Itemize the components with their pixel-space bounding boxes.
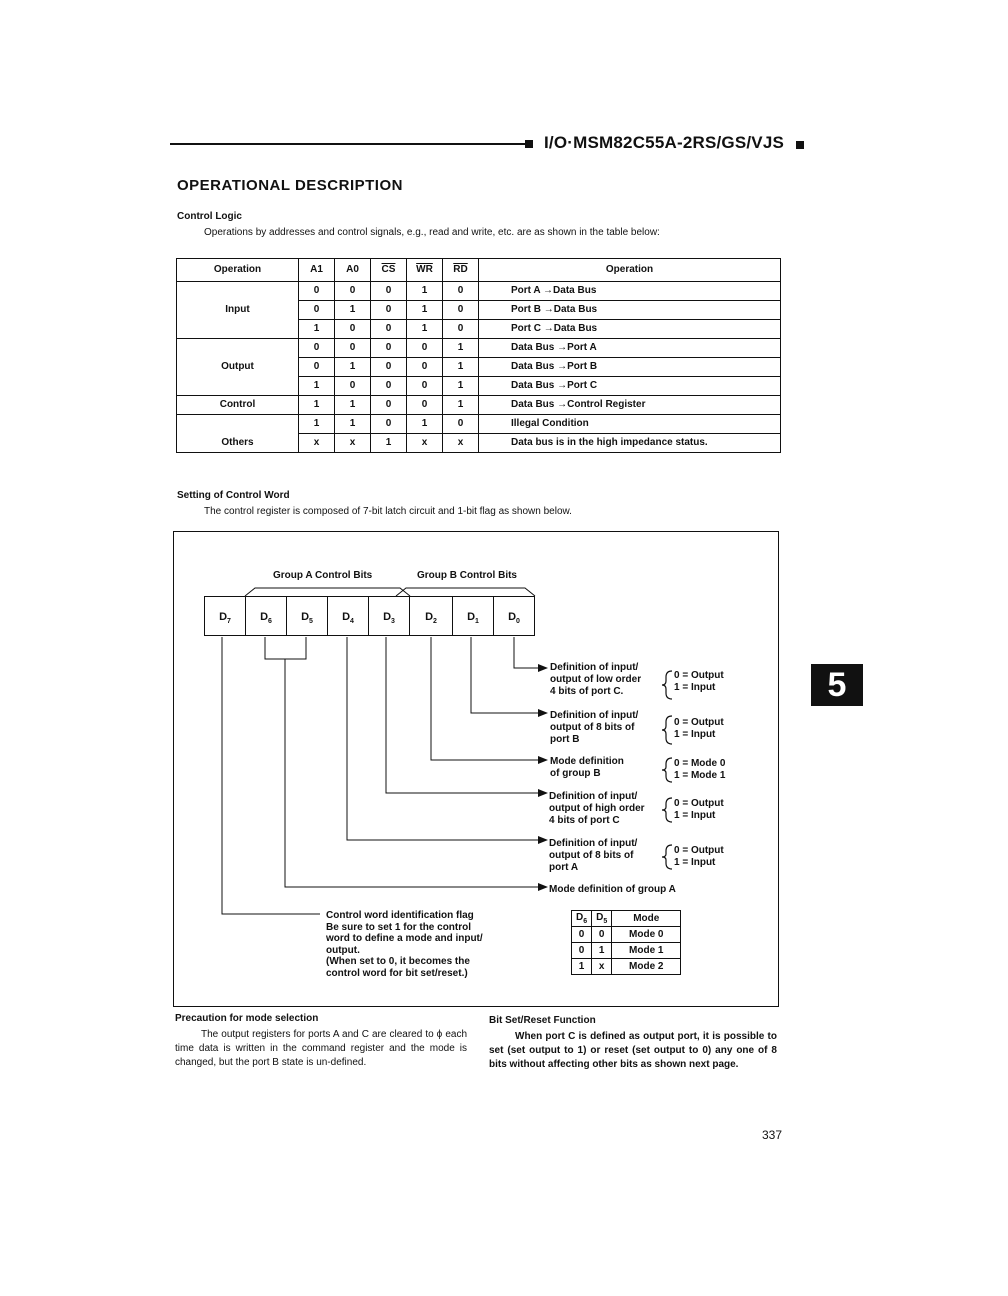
- table-cell: Port B →Data Bus: [479, 301, 781, 320]
- header-cell: Operation: [479, 259, 781, 282]
- control-logic-heading: Control Logic: [177, 211, 242, 222]
- table-row: [572, 927, 681, 943]
- table-cell: 1: [299, 377, 335, 396]
- table-cell: 0: [407, 339, 443, 358]
- table-cell: 0: [299, 301, 335, 320]
- table-cell: Mode 1: [612, 943, 681, 959]
- table-cell: 0: [335, 377, 371, 396]
- table-cell: 1: [335, 358, 371, 377]
- table-cell: Mode 0: [612, 927, 681, 943]
- bit-d2: $D_2$: [409, 596, 453, 636]
- section-tab: 5: [811, 664, 863, 706]
- bit-d3: $D_3$: [368, 596, 410, 636]
- table-cell: 0: [371, 415, 407, 434]
- table-cell: 1: [407, 282, 443, 301]
- table-cell: 1: [407, 301, 443, 320]
- bit-set-text: When port C is defined as output port, it is possible to set (set output to 1) or reset (set output to 0) any one of 8 bits without affecting other bits as shown next page.: [489, 1031, 777, 1070]
- header-cell: $\overline{WR}$: [407, 259, 443, 282]
- table-row: [572, 959, 681, 975]
- table-cell: 1: [299, 396, 335, 415]
- def-port-b: Definition of input/ output of 8 bits of port B: [550, 710, 639, 745]
- table-cell: 0: [407, 358, 443, 377]
- header-cell: Operation: [177, 259, 299, 282]
- table-cell: Port A →Data Bus: [479, 282, 781, 301]
- table-cell: 0: [371, 301, 407, 320]
- table-cell: Port C →Data Bus: [479, 320, 781, 339]
- table-cell: x: [407, 434, 443, 453]
- table-cell: 1: [335, 415, 371, 434]
- table-cell: 0: [443, 415, 479, 434]
- table-cell: 0: [299, 339, 335, 358]
- table-row: [572, 911, 681, 927]
- table-cell: 0: [443, 282, 479, 301]
- table-cell: Data Bus →Port C: [479, 377, 781, 396]
- section-title: OPERATIONAL DESCRIPTION: [177, 177, 403, 194]
- table-cell: x: [443, 434, 479, 453]
- table-cell: 0: [371, 339, 407, 358]
- def-group-b-mode-options: 0 = Mode 0 1 = Mode 1: [674, 758, 726, 781]
- table-cell: 0: [443, 301, 479, 320]
- bit-d4: $D_4$: [327, 596, 369, 636]
- header-cell: A1: [299, 259, 335, 282]
- def-port-c-high-options: 0 = Output 1 = Input: [674, 798, 724, 821]
- table-cell: 1: [572, 959, 592, 975]
- header-cell: $\overline{CS}$: [371, 259, 407, 282]
- table-cell: 0: [335, 282, 371, 301]
- table-cell: 1: [443, 339, 479, 358]
- mode-table: [571, 910, 681, 975]
- table-cell: x: [299, 434, 335, 453]
- flag-description: Control word identification flag Be sure to set 1 for the control word to define a mode and input/ output. (When set to 0, it becomes the control word for bit set/reset.): [326, 910, 483, 979]
- table-cell: 1: [371, 434, 407, 453]
- def-port-b-options: 0 = Output 1 = Input: [674, 717, 724, 740]
- group-cell: Control: [177, 396, 299, 415]
- bit-d1: $D_1$: [452, 596, 494, 636]
- table-cell: 0: [371, 377, 407, 396]
- group-cell: Output: [177, 339, 299, 396]
- table-cell: 1: [335, 396, 371, 415]
- table-cell: 0: [592, 927, 612, 943]
- table-cell: 1: [443, 358, 479, 377]
- bit-d0: $D_0$: [493, 596, 535, 636]
- table-cell: 1: [592, 943, 612, 959]
- def-group-b-mode: Mode definition of group B: [550, 756, 624, 779]
- table-cell: 1: [299, 320, 335, 339]
- table-cell: 0: [299, 282, 335, 301]
- table-cell: 0: [371, 282, 407, 301]
- bit-d6: $D_6$: [245, 596, 287, 636]
- table-cell: 0: [407, 396, 443, 415]
- table-cell: 0: [299, 358, 335, 377]
- table-cell: Data bus is in the high impedance status.: [479, 434, 781, 453]
- bit-d7: $D_7$: [204, 596, 246, 636]
- table-cell: 0: [443, 320, 479, 339]
- def-group-a-mode: Mode definition of group A: [549, 884, 676, 895]
- table-cell: 1: [407, 415, 443, 434]
- bit-d5: $D_5$: [286, 596, 328, 636]
- group-b-label: Group B Control Bits: [417, 570, 517, 581]
- group-a-label: Group A Control Bits: [273, 570, 373, 581]
- page-number: 337: [762, 1128, 783, 1142]
- def-port-c-high: Definition of input/ output of high order 4 bits of port C: [549, 791, 645, 826]
- header-cell: $D_5$: [592, 911, 612, 927]
- table-cell: 0: [335, 320, 371, 339]
- table-cell: Mode 2: [612, 959, 681, 975]
- table-row: [572, 943, 681, 959]
- table-cell: 1: [299, 415, 335, 434]
- table-cell: Data Bus →Port B: [479, 358, 781, 377]
- control-word-intro: The control register is composed of 7-bit latch circuit and 1-bit flag as shown below.: [204, 506, 572, 517]
- header-cell: $\overline{RD}$: [443, 259, 479, 282]
- table-cell: 0: [371, 396, 407, 415]
- table-cell: x: [335, 434, 371, 453]
- header-cell: A0: [335, 259, 371, 282]
- def-port-a: Definition of input/ output of 8 bits of port A: [549, 838, 638, 873]
- header-cell: $D_6$: [572, 911, 592, 927]
- header-title: I/O·MSM82C55A-2RS/GS/VJS: [544, 133, 785, 152]
- table-cell: x: [592, 959, 612, 975]
- table-cell: Illegal Condition: [479, 415, 781, 434]
- table-cell: Data Bus →Port A: [479, 339, 781, 358]
- control-logic-intro: Operations by addresses and control signals, e.g., read and write, etc. are as shown in the table below:: [204, 227, 660, 238]
- control-word-heading: Setting of Control Word: [177, 490, 290, 501]
- table-cell: 0: [335, 339, 371, 358]
- table-cell: 0: [371, 320, 407, 339]
- def-port-a-options: 0 = Output 1 = Input: [674, 845, 724, 868]
- bit-set-heading: Bit Set/Reset Function: [489, 1015, 596, 1026]
- header-cell: Mode: [612, 911, 681, 927]
- table-cell: 0: [407, 377, 443, 396]
- table-cell: 1: [407, 320, 443, 339]
- group-cell: Input: [177, 282, 299, 339]
- def-port-c-low-options: 0 = Output 1 = Input: [674, 670, 724, 693]
- table-cell: Data Bus →Control Register: [479, 396, 781, 415]
- table-cell: 1: [335, 301, 371, 320]
- group-cell: Others: [177, 415, 299, 453]
- def-port-c-low: Definition of input/ output of low order 4 bits of port C.: [550, 662, 642, 697]
- table-cell: 1: [443, 377, 479, 396]
- table-cell: 1: [443, 396, 479, 415]
- precaution-text: The output registers for ports A and C are cleared to ϕ each time data is written in the command register and the mode is changed, but the port B state is un-defined.: [175, 1029, 467, 1068]
- table-cell: 0: [371, 358, 407, 377]
- table-cell: 0: [572, 927, 592, 943]
- table-cell: 0: [572, 943, 592, 959]
- precaution-heading: Precaution for mode selection: [175, 1013, 319, 1024]
